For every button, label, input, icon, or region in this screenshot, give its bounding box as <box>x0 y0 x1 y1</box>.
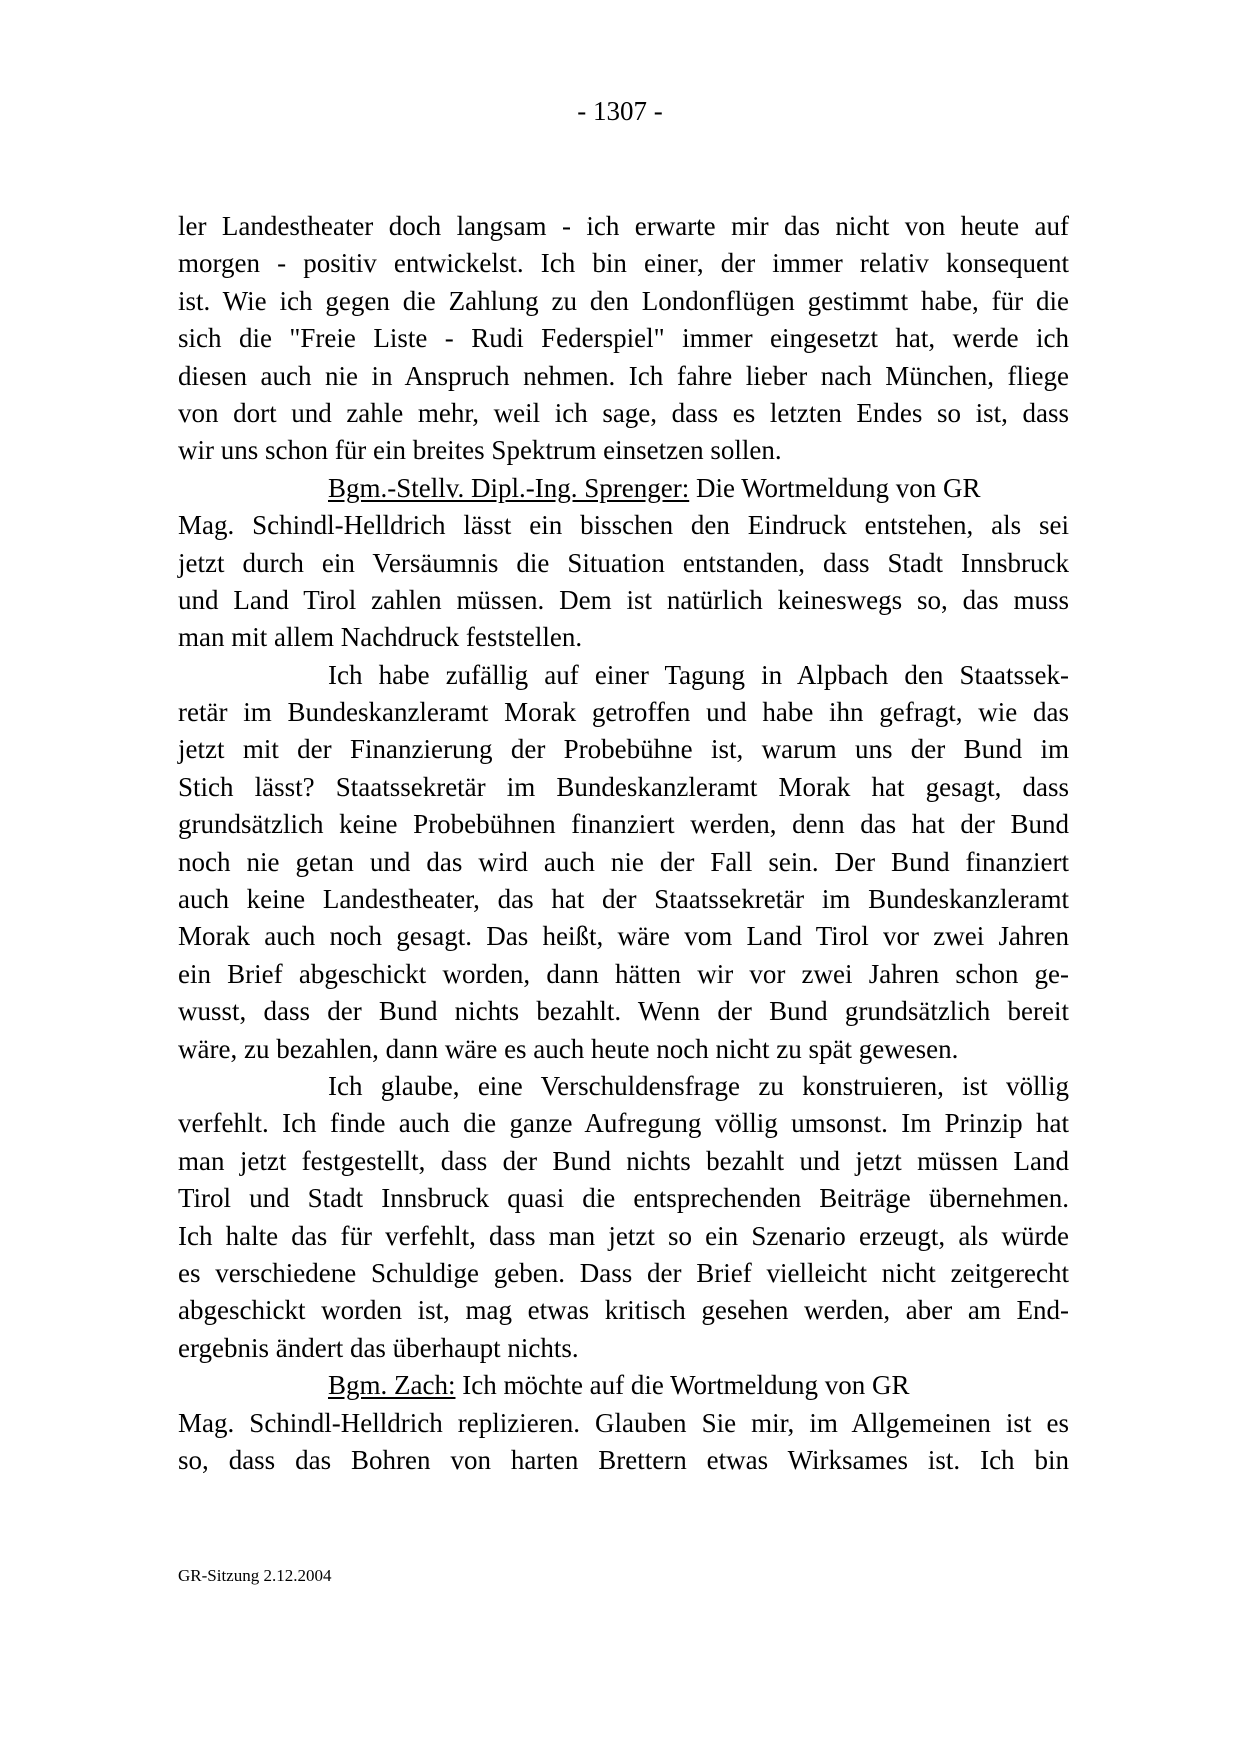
text-line: Stich lässt? Staatssekretär im Bundeskanzleramt Morak hat gesagt, dass <box>178 771 1069 802</box>
text-line: Ich glaube, eine Verschuldensfrage zu konstruieren, ist völlig <box>328 1070 1069 1101</box>
text-line: man mit allem Nachdruck feststellen. <box>178 622 583 653</box>
text-line: verfehlt. Ich finde auch die ganze Aufregung völlig umsonst. Im Prinzip hat <box>178 1108 1069 1139</box>
text-line: noch nie getan und das wird auch nie der Fall sein. Der Bund finanziert <box>178 846 1069 877</box>
text-line: Ich habe zufällig auf einer Tagung in Alpbach den Staatssek- <box>328 659 1069 690</box>
footer-session-date: GR-Sitzung 2.12.2004 <box>178 1566 332 1585</box>
text-line: Mag. Schindl-Helldrich replizieren. Glauben Sie mir, im Allgemeinen ist es <box>178 1407 1069 1438</box>
text-line: abgeschickt worden ist, mag etwas kritisch gesehen werden, aber am End- <box>178 1295 1069 1326</box>
text-line: grundsätzlich keine Probebühnen finanziert werden, denn das hat der Bund <box>178 809 1069 840</box>
text-line: sich die "Freie Liste - Rudi Federspiel" immer eingesetzt hat, werde ich <box>178 323 1069 354</box>
text-line: ergebnis ändert das überhaupt nichts. <box>178 1332 579 1363</box>
text-line: man jetzt festgestellt, dass der Bund nichts bezahlt und jetzt müssen Land <box>178 1145 1069 1176</box>
text-line: so, dass das Bohren von harten Brettern etwas Wirksames ist. Ich bin <box>178 1444 1069 1475</box>
speaker-line <box>178 1367 1069 1404</box>
text-line: jetzt durch ein Versäumnis die Situation entstanden, dass Stadt Innsbruck <box>178 547 1069 578</box>
text-line: wusst, dass der Bund nichts bezahlt. Wenn der Bund grundsätzlich bereit <box>178 996 1069 1027</box>
speaker-line <box>178 470 1069 507</box>
text-line: wäre, zu bezahlen, dann wäre es auch heute noch nicht zu spät gewesen. <box>178 1033 959 1064</box>
text-line: retär im Bundeskanzleramt Morak getroffen und habe ihn gefragt, wie das <box>178 697 1069 728</box>
text-line: und Land Tirol zahlen müssen. Dem ist natürlich keineswegs so, das muss <box>178 584 1069 615</box>
text-line: diesen auch nie in Anspruch nehmen. Ich fahre lieber nach München, fliege <box>178 360 1069 391</box>
text-line: auch keine Landestheater, das hat der Staatssekretär im Bundeskanzleramt <box>178 884 1069 915</box>
page-number: - 1307 - <box>577 96 663 126</box>
text-line: ist. Wie ich gegen die Zahlung zu den Londonflügen gestimmt habe, für die <box>178 285 1069 316</box>
text-line: jetzt mit der Finanzierung der Probebühne ist, warum uns der Bund im <box>178 734 1069 765</box>
text-line: es verschiedene Schuldige geben. Dass der Brief vielleicht nicht zeitgerecht <box>178 1257 1069 1288</box>
text-line: Morak auch noch gesagt. Das heißt, wäre vom Land Tirol vor zwei Jahren <box>178 921 1069 952</box>
speaker-text: Ich möchte auf die Wortmeldung von GR <box>455 1370 910 1401</box>
text-line: von dort und zahle mehr, weil ich sage, dass es letzten Endes so ist, dass <box>178 397 1069 428</box>
speaker-name: Bgm.-Stellv. Dipl.-Ing. Sprenger: <box>328 472 690 503</box>
text-line: Ich halte das für verfehlt, dass man jetzt so ein Szenario erzeugt, als würde <box>178 1220 1069 1251</box>
document-body <box>178 208 1069 1479</box>
text-line: Mag. Schindl-Helldrich lässt ein bisschen den Eindruck entstehen, als sei <box>178 510 1069 541</box>
text-line: morgen - positiv entwickelst. Ich bin einer, der immer relativ konsequent <box>178 248 1069 279</box>
speaker-text: Die Wortmeldung von GR <box>689 472 981 503</box>
speaker-name: Bgm. Zach: <box>328 1370 456 1401</box>
text-line: wir uns schon für ein breites Spektrum einsetzen sollen. <box>178 435 782 466</box>
text-line: ler Landestheater doch langsam - ich erwarte mir das nicht von heute auf <box>178 211 1069 241</box>
text-line: ein Brief abgeschickt worden, dann hätten wir vor zwei Jahren schon ge- <box>178 958 1069 989</box>
text-line: Tirol und Stadt Innsbruck quasi die entsprechenden Beiträge übernehmen. <box>178 1183 1069 1214</box>
